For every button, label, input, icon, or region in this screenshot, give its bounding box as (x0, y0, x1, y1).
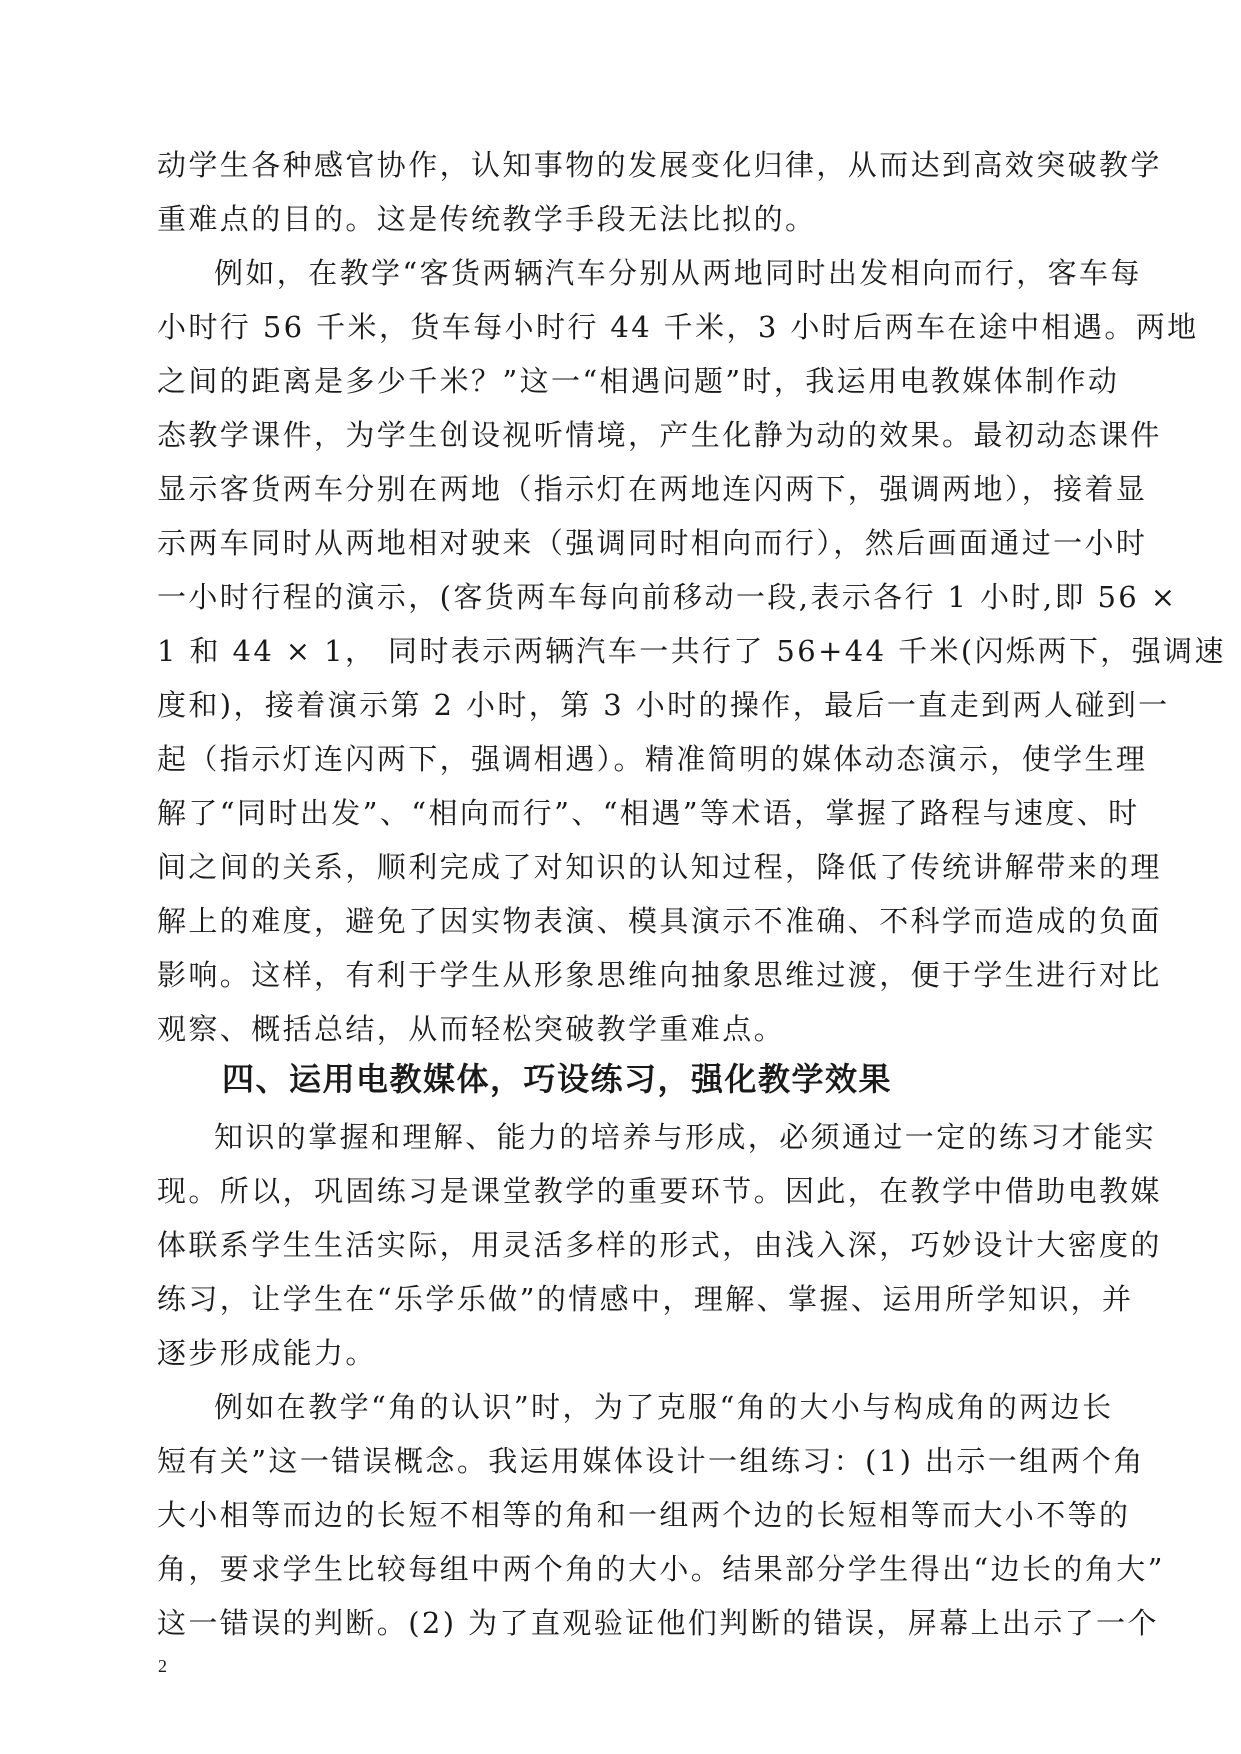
paragraph-line: 短有关”这一错误概念。我运用媒体设计一组练习：(1) 出示一组两个角 (157, 1444, 1145, 1478)
paragraph-line: 这一错误的判断。(2) 为了直观验证他们判断的错误，屏幕上出示了一个 (157, 1606, 1159, 1640)
paragraph-line: 之间的距离是多少千米？”这一“相遇问题”时，我运用电教媒体制作动 (157, 364, 1120, 398)
paragraph-line: 观察、概括总结，从而轻松突破教学重难点。 (157, 1012, 786, 1046)
paragraph-line: 示两车同时从两地相对驶来（强调同时相向而行），然后画面通过一小时 (157, 526, 1148, 560)
section-heading: 四、运用电教媒体，巧设练习，强化教学效果 (222, 1060, 893, 1098)
paragraph-line: 逐步形成能力。 (157, 1336, 377, 1370)
paragraph-line: 大小相等而边的长短不相等的角和一组两个边的长短相等而大小不等的 (157, 1498, 1131, 1532)
paragraph-line: 间之间的关系，顺利完成了对知识的认知过程，降低了传统讲解带来的理 (157, 850, 1162, 884)
paragraph-line: 动学生各种感官协作，认知事物的发展变化归律，从而达到高效突破教学 (157, 148, 1162, 182)
paragraph-line: 体联系学生生活实际，用灵活多样的形式，由浅入深，巧妙设计大密度的 (157, 1228, 1162, 1262)
paragraph-line: 小时行 56 千米，货车每小时行 44 千米，3 小时后两车在途中相遇。两地 (157, 310, 1199, 344)
paragraph-line: 解上的难度，避免了因实物表演、模具演示不准确、不科学而造成的负面 (157, 904, 1162, 938)
paragraph-line: 知识的掌握和理解、能力的培养与形成，必须通过一定的练习才能实 (214, 1120, 1157, 1154)
paragraph-line: 角，要求学生比较每组中两个角的大小。结果部分学生得出“边长的角大” (157, 1552, 1165, 1586)
paragraph-line: 解了“同时出发”、“相向而行”、“相遇”等术语，掌握了路程与速度、时 (157, 796, 1140, 830)
paragraph-line: 影响。这样，有利于学生从形象思维向抽象思维过渡，便于学生进行对比 (157, 958, 1162, 992)
paragraph-line: 例如，在教学“客货两辆汽车分别从两地同时出发相向而行，客车每 (214, 256, 1142, 290)
paragraph-line: 练习，让学生在“乐学乐做”的情感中，理解、掌握、运用所学知识，并 (157, 1282, 1134, 1316)
paragraph-line: 1 和 44 × 1， 同时表示两辆汽车一共行了 56+44 千米(闪烁两下，强调速 (157, 634, 1226, 668)
paragraph-line: 重难点的目的。这是传统教学手段无法比拟的。 (157, 202, 817, 236)
page-number: 2 (158, 1656, 167, 1676)
paragraph-line: 起（指示灯连闪两下，强调相遇）。精准简明的媒体动态演示，使学生理 (157, 742, 1148, 776)
paragraph-line: 一小时行程的演示，(客货两车每向前移动一段,表示各行 1 小时,即 56 × (157, 580, 1178, 614)
paragraph-line: 显示客货两车分别在两地（指示灯在两地连闪两下，强调两地），接着显 (157, 472, 1148, 506)
paragraph-line: 现。所以，巩固练习是课堂教学的重要环节。因此，在教学中借助电教媒 (157, 1174, 1162, 1208)
paragraph-line: 态教学课件，为学生创设视听情境，产生化静为动的效果。最初动态课件 (157, 418, 1162, 452)
paragraph-line: 度和)，接着演示第 2 小时，第 3 小时的操作，最后一直走到两人碰到一 (157, 688, 1170, 722)
paragraph-line: 例如在教学“角的认识”时，为了克服“角的大小与构成角的两边长 (214, 1390, 1114, 1424)
